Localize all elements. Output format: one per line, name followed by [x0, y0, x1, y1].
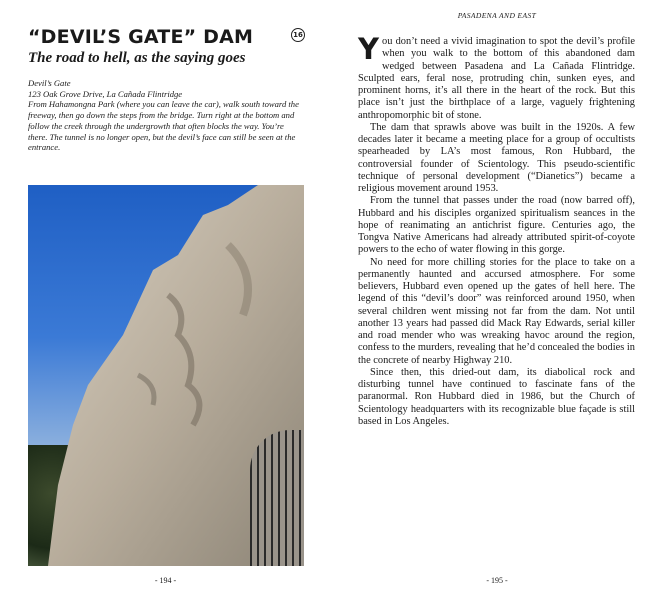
devils-gate-photo — [28, 185, 304, 566]
location-directions: From Hahamongna Park (where you can leave the car), walk south toward the freeway, then go down the steps from the bridge. Turn right at the bottom and follow the creek through the undergrowth that often blocks the way. You’re there. The tunnel is no longer open, but the devil’s face can still be seen at the entrance. — [28, 99, 299, 153]
page-number: - 195 - — [486, 576, 508, 585]
drop-cap: Y — [358, 32, 379, 66]
subtitle: The road to hell, as the saying goes — [28, 50, 246, 66]
left-page — [0, 0, 331, 600]
paragraph: From the tunnel that passes under the road (now barred off), Hubbard and his disciples organized spiritualism seances in the hope of reanimating an antichrist figure. Centuries ago, the Tongva Native Americans had already attributed spirit-of-coyote powers to the echo of water flowing in this gorge. — [358, 195, 635, 256]
paragraph: No need for more chilling stories for the place to take on a permanently haunted and accursed atmosphere. For some believers, Hubbard even opened up the gates of hell here. The legend of this “devil’s door” was reinforced around 1950, when several children went missing not far from the dam. Not until another 13 years had passed did Mack Ray Edwards, serial killer and road mender who was wreaking havoc around the region, confess to the murders, revealing that he’d concealed the bodies in the concrete of nearby Highway 210. — [358, 256, 635, 366]
running-head: PASADENA AND EAST — [457, 11, 537, 20]
tunnel-gate — [250, 430, 304, 566]
paragraph: The dam that sprawls above was built in the 1920s. A few decades later it became a meeting place for a group of occultists spearheaded by LA’s most famous, Ron Hubbard, the controversial founder of Scientology. This pseudo-scientific technique of personal development (“Dianetics”) became a religious movement around 1953. — [358, 121, 635, 194]
paragraph: Since then, this dried-out dam, its diabolical rock and disturbing tunnel have continued to fascinate fans of the paranormal. Ron Hubbard died in 1986, but the Church of Scientology headquarters with its recognizable blue façade is still based in Los Angeles. — [358, 366, 635, 427]
location-info — [28, 78, 304, 153]
right-page — [331, 0, 663, 600]
location-address: 123 Oak Grove Drive, La Cañada Flintridge — [28, 88, 183, 99]
location-name: Devil’s Gate — [28, 78, 71, 88]
paragraph-text: ou don’t need a vivid imagination to spot the devil’s profile when you walk to the bottom of this abandoned dam wedged between Pasadena and La Cañada Flintridge. Sculpted ears, feral nose, protruding chin, sunken eyes, and prominent horns, it’s all there in the heart of the rock. But this place isn’t just the birthplace of a large, vaguely frightening anthropomorphic bit of stone. — [358, 36, 635, 121]
page-number: - 194 - — [154, 576, 177, 585]
paragraph — [358, 32, 635, 122]
article-body — [358, 32, 635, 428]
entry-number-badge: 16 — [291, 28, 305, 42]
page-title: “DEVIL’S GATE” DAM — [28, 26, 254, 48]
